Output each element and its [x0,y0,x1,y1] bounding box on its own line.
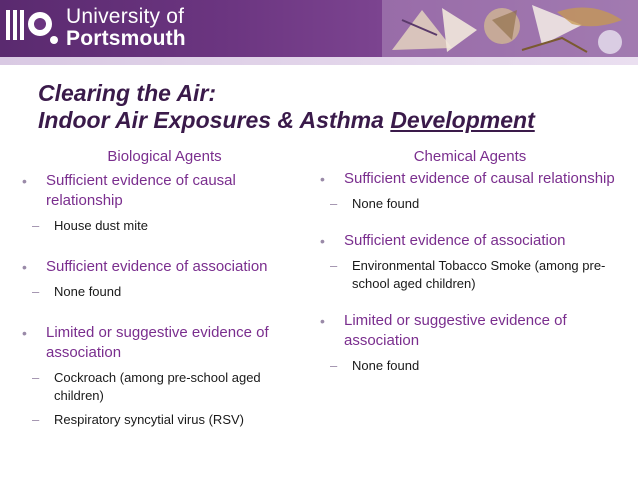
university-name-line1: University of [66,5,185,28]
chem-item-3-sub-1-text: None found [352,358,420,373]
title-line1: Clearing the Air: [38,80,217,106]
chem-item-2 [320,231,620,251]
bio-item-1-sub-1-text: House dust mite [54,218,148,233]
chem-item-2-text: Sufficient evidence of association [344,232,566,249]
title-line2-prefix: Indoor Air Exposures & Asthma [38,107,391,133]
bullet-icon: • [22,259,27,275]
chem-item-1 [320,169,620,189]
dash-icon: – [32,284,40,299]
bio-item-1 [22,171,307,211]
slide-title [38,80,628,134]
chem-item-3-sub-1 [320,357,620,375]
bio-item-2 [22,257,307,277]
bullet-icon: • [320,313,325,329]
chem-item-3 [320,311,620,351]
header-banner [0,0,638,57]
dash-icon: – [32,370,40,385]
bullet-icon: • [320,233,325,249]
dash-icon: – [330,258,338,273]
biological-agents-heading: Biological Agents [107,148,222,165]
chem-item-1-sub-1 [320,195,620,213]
university-logo-icon [4,6,62,50]
header-collage-image [382,0,638,57]
chemical-agents-column [320,148,620,375]
bio-item-3-text: Limited or suggestive evidence of association [46,324,269,361]
bio-item-3-sub-1-text: Cockroach (among pre-school aged children) [54,370,261,403]
chem-item-1-sub-1-text: None found [352,196,420,211]
bio-item-2-sub-1-text: None found [54,284,122,299]
bio-item-2-text: Sufficient evidence of association [46,258,268,275]
university-name [66,6,186,50]
bio-item-1-sub-1 [22,217,307,235]
bio-item-2-sub-1 [22,283,307,301]
dash-icon: – [330,358,338,373]
chem-item-2-sub-1 [320,257,620,293]
biological-agents-column [22,148,307,429]
university-name-line2: Portsmouth [66,27,186,50]
bio-item-3 [22,323,307,363]
dash-icon: – [330,196,338,211]
bio-item-3-sub-2 [22,411,307,429]
bullet-icon: • [320,171,325,187]
bio-item-1-text: Sufficient evidence of causal relationship [46,172,236,209]
dash-icon: – [32,218,40,233]
chem-item-1-text: Sufficient evidence of causal relationship [344,170,615,187]
chemical-agents-heading: Chemical Agents [413,148,527,165]
bullet-icon: • [22,173,27,189]
bullet-icon: • [22,325,27,341]
chem-item-2-sub-1-text: Environmental Tobacco Smoke (among pre-school aged children) [352,258,606,291]
title-line2 [38,107,628,134]
bio-item-3-sub-1 [22,369,307,405]
bio-item-3-sub-2-text: Respiratory syncytial virus (RSV) [54,412,244,427]
dash-icon: – [32,412,40,427]
title-line2-underlined: Development [390,107,535,133]
header-accent-strip [0,57,638,65]
chem-item-3-text: Limited or suggestive evidence of association [344,312,567,349]
